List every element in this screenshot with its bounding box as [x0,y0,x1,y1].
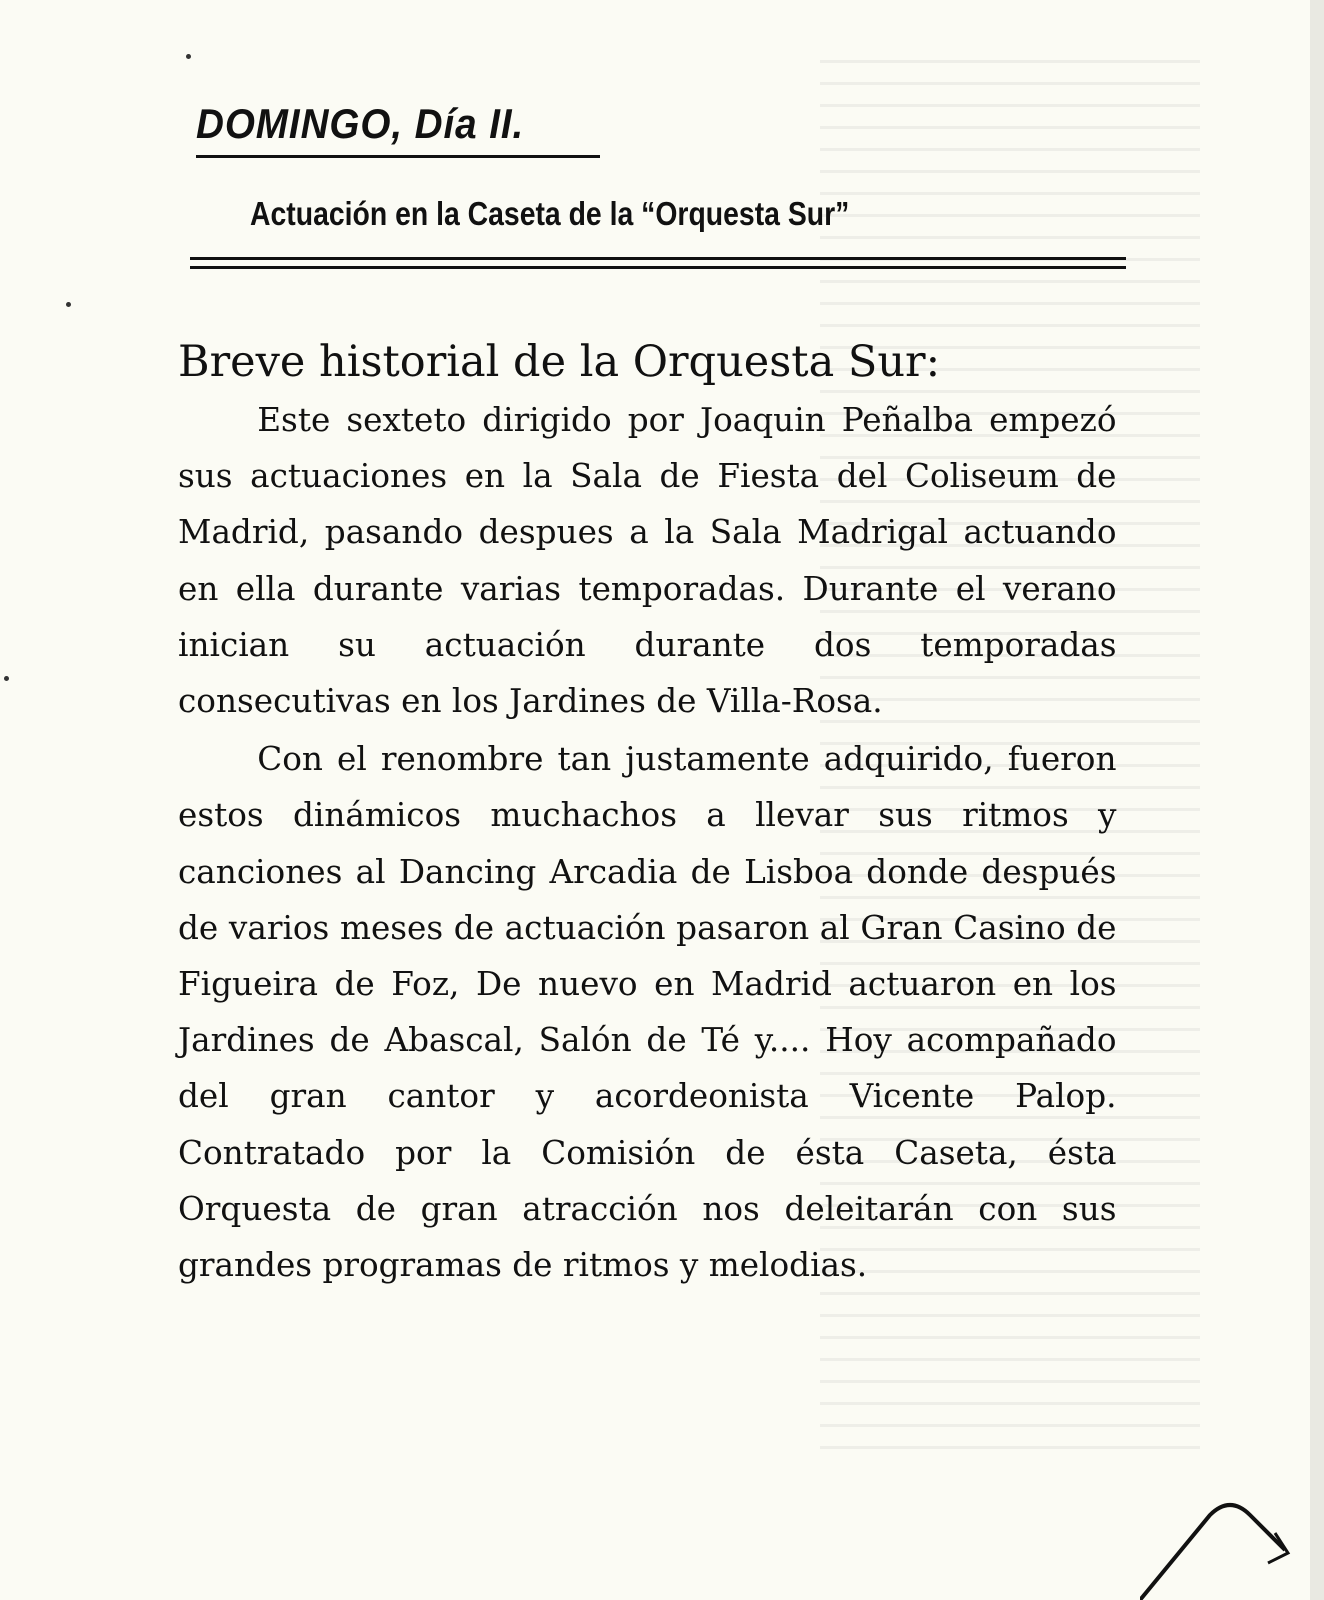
paragraph-2: Con el renombre tan justamente adquirido, fueron estos dinámicos muchachos a llevar sus ritmos y canciones al Dancing Arcadia de Lisboa donde después de varios meses de actuación pasaron al Gran Casino de Figueira de Foz, De nuevo en Madrid actuaron en los Jardines de Abascal, Salón de Té y.... Hoy acompañado del gran cantor y acordeonista Vicente Palop. Contratado por la Comisión de ésta Caseta, ésta Orquesta de gran atracción nos deleitarán con sus grandes programas de ritmos y melodias. [178,739,1117,1285]
paragraph-1: Este sexteto dirigido por Joaquin Peñalba empezó sus actuaciones en la Sala de Fiesta del Coliseum de Madrid, pasando despues a la Sala Madrigal actuando en ella durante varias temporadas. Durante el verano inician su actuación durante dos temporadas consecutivas en los Jardines de Villa-Rosa. [178,400,1117,721]
heading-underline [196,155,600,158]
speck [4,676,9,681]
double-divider [190,257,1126,269]
date-heading: DOMINGO, Día II. [196,100,525,147]
speck [66,302,71,307]
speck [186,54,191,59]
event-subtitle: Actuación en la Caseta de la “Orquesta Sur” [250,195,850,232]
folded-corner-mark [1140,1455,1324,1600]
body-text [178,332,1126,1293]
history-title: Breve historial de la Orquesta Sur: [178,337,941,387]
